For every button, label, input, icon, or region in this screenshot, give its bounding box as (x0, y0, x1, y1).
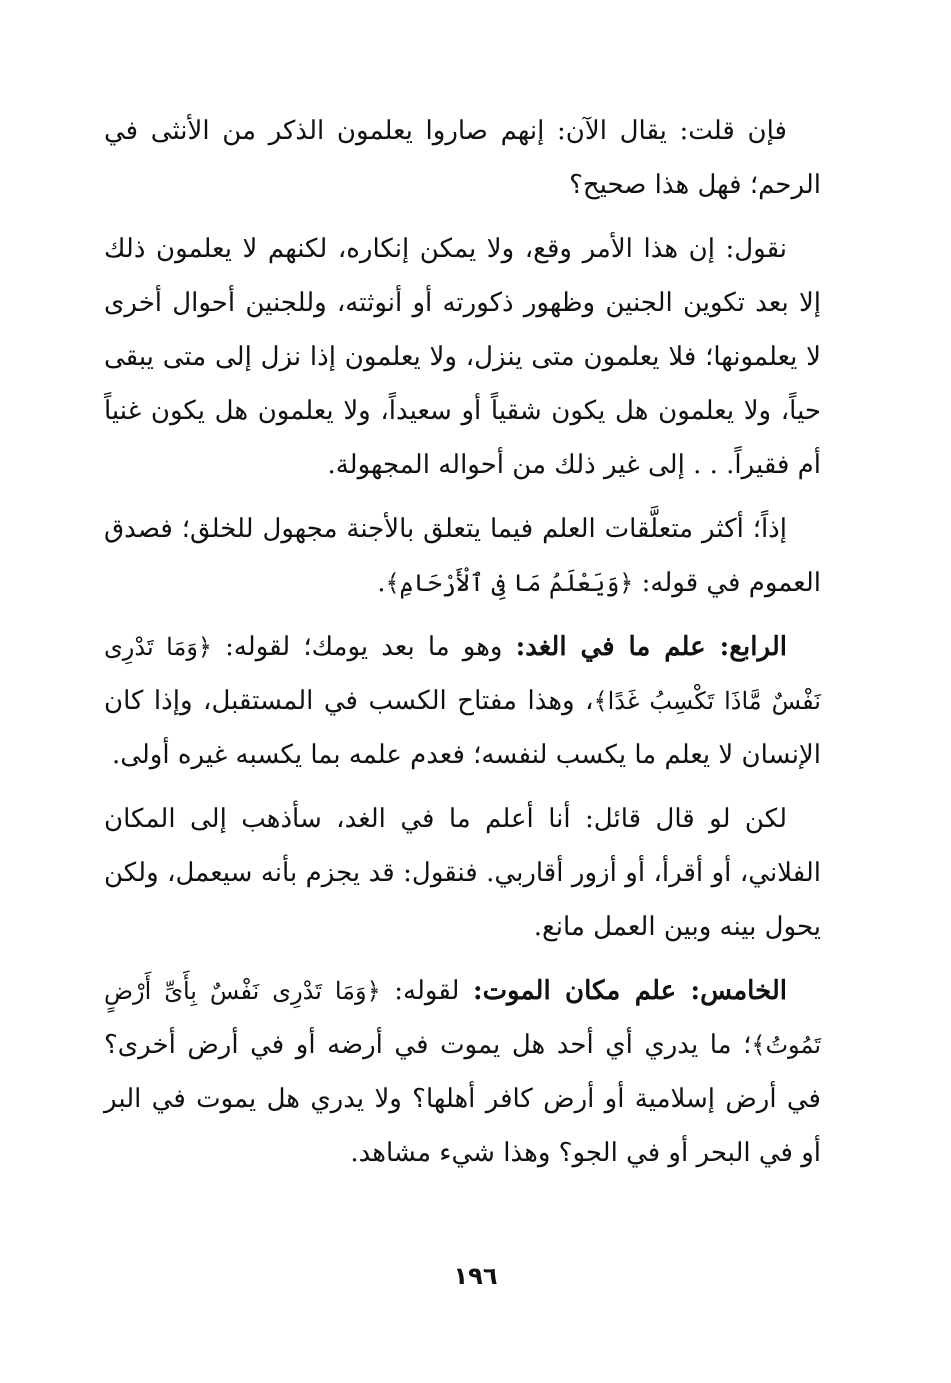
paragraph-text: ، وهذا مفتاح الكسب في المستقبل، وإذا كان الإنسان لا يعلم ما يكسب لنفسه؛ فعدم علمه بما يكسبه غيره أولى. (104, 686, 821, 770)
quran-verse: ﴿وَمَا تَدْرِى نَفْسٌ بِأَىِّ أَرْضٍ تَمُوتُ﴾ (104, 977, 821, 1059)
paragraph-conclusion (104, 502, 821, 610)
paragraph-fifth (104, 964, 821, 1180)
paragraph-text: لكن لو قال قائل: أنا أعلم ما في الغد، سأذهب إلى المكان الفلاني، أو أقرأ، أو أزور أقاربي. فنقول: قد يجزم بأنه سيعمل، ولكن يحول بينه وبين العمل مانع. (104, 804, 821, 942)
paragraph-question (104, 104, 821, 212)
paragraph-text: . (377, 568, 386, 598)
section-heading: الرابع: علم ما في الغد: (515, 632, 787, 662)
paragraph-text: فإن قلت: يقال الآن: إنهم صاروا يعلمون الذكر من الأنثى في الرحم؛ فهل هذا صحيح؟ (104, 116, 821, 200)
quran-verse: ﴿وَمَا تَدْرِى نَفْسٌ مَّاذَا تَكْسِبُ غَدًا﴾ (104, 633, 821, 715)
paragraph-fourth (104, 620, 821, 782)
paragraph-objection (104, 792, 821, 954)
paragraph-text: إذاً؛ أكثر متعلَّقات العلم فيما يتعلق بالأجنة مجهول للخلق؛ فصدق العموم في قوله: (104, 514, 821, 598)
paragraph-text: لقوله: (380, 976, 473, 1006)
paragraph-answer (104, 222, 821, 492)
quran-verse: ﴿وَيَعْلَمُ مَا فِى ٱلْأَرْحَامِ﴾ (385, 569, 634, 597)
page-number: ١٩٦ (453, 1262, 498, 1290)
paragraph-text: نقول: إن هذا الأمر وقع، ولا يمكن إنكاره، لكنهم لا يعلمون ذلك إلا بعد تكوين الجنين وظهور ذكورته أو أنوثته، وللجنين أحوال أخرى لا يعلمونها؛ فلا يعلمون متى ينزل، ولا يعلمون إذا نزل إلى متى يبقى حياً، ولا يعلمون هل يكون شقياً أو سعيداً، ولا يعلمون هل يكون غنياً أم فقيراً. . . إلى غير ذلك من أحواله المجهولة. (104, 234, 821, 480)
paragraph-text: ؛ ما يدري أي أحد هل يموت في أرضه أو في أرض أخرى؟ في أرض إسلامية أو أرض كافر أهلها؟ ولا يدري هل يموت في البر أو في البحر أو في الجو؟ وهذا شيء مشاهد. (104, 1030, 821, 1168)
paragraph-text: وهو ما بعد يومك؛ لقوله: (211, 632, 516, 662)
page-body (104, 104, 821, 1190)
section-heading: الخامس: علم مكان الموت: (472, 976, 787, 1006)
